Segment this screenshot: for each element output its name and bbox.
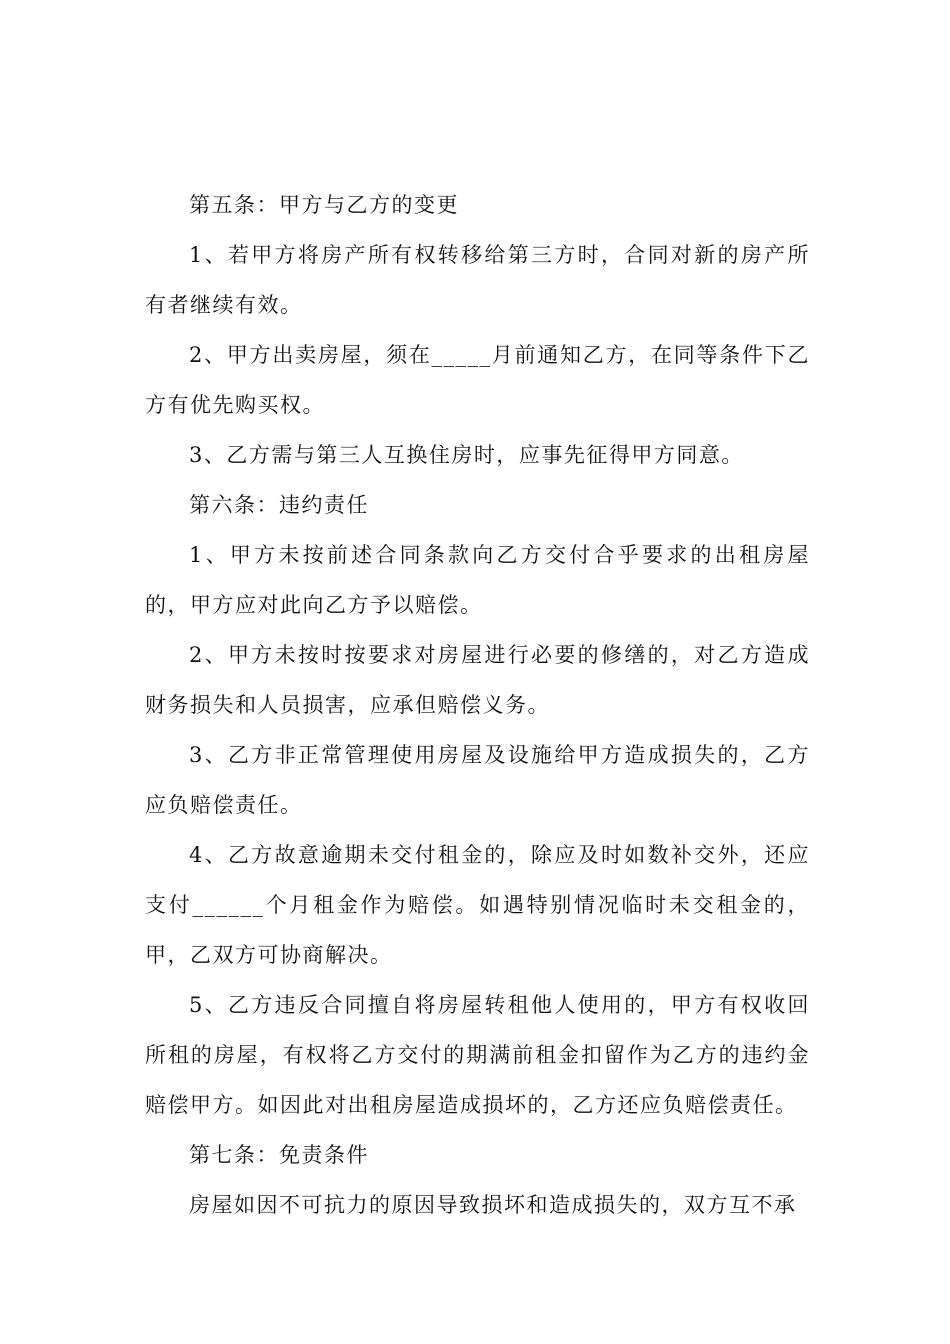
paragraph-5-2: 2、甲方出卖房屋，须在_____月前通知乙方，在同等条件下乙方有优先购买权。 (145, 343, 810, 417)
document-body (145, 180, 810, 1230)
paragraph-6-5: 5、乙方违反合同擅自将房屋转租他人使用的，甲方有权收回所租的房屋，有权将乙方交付的期满前租金扣留作为乙方的违约金赔偿甲方。如因此对出租房屋造成损坏的，乙方还应负赔偿责任。 (145, 993, 810, 1117)
section-heading-article-7: 第七条：免责条件 (189, 1143, 369, 1167)
paragraph-5-1: 1、若甲方将房产所有权转移给第三方时，合同对新的房产所有者继续有效。 (145, 243, 810, 317)
paragraph-6-1: 1、甲方未按前述合同条款向乙方交付合乎要求的出租房屋的，甲方应对此向乙方予以赔偿。 (145, 543, 810, 617)
section-heading-article-5: 第五条：甲方与乙方的变更 (189, 193, 459, 217)
paragraph-6-3: 3、乙方非正常管理使用房屋及设施给甲方造成损失的，乙方应负赔偿责任。 (145, 743, 810, 817)
paragraph-7-1: 房屋如因不可抗力的原因导致损坏和造成损失的，双方互不承 (189, 1193, 797, 1217)
section-heading-article-6: 第六条：违约责任 (189, 493, 369, 517)
paragraph-5-3: 3、乙方需与第三人互换住房时，应事先征得甲方同意。 (189, 443, 744, 467)
paragraph-6-4: 4、乙方故意逾期未交付租金的，除应及时如数补交外，还应支付______个月租金作为赔偿。如遇特别情况临时未交租金的，甲，乙双方可协商解决。 (145, 843, 810, 967)
paragraph-6-2: 2、甲方未按时按要求对房屋进行必要的修缮的，对乙方造成财务损失和人员损害，应承但赔偿义务。 (145, 643, 810, 717)
